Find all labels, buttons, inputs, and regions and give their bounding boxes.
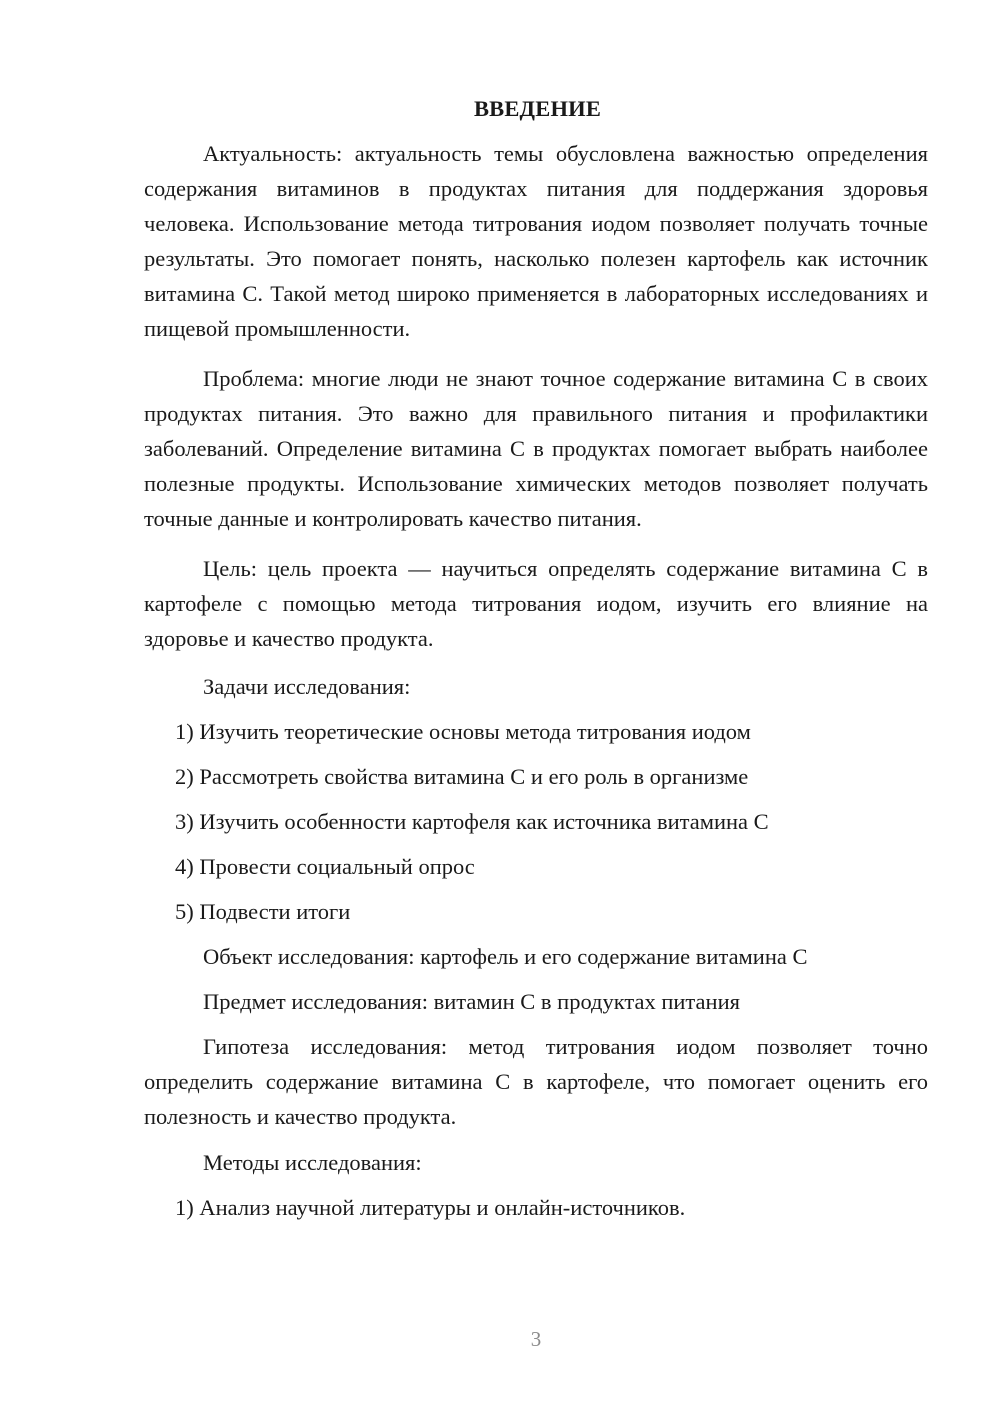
problem-paragraph: Проблема: многие люди не знают точное содержание витамина С в своих продуктах питания. Это важно для правильного питания и профилактики заболеваний. Определение витамина С в продуктах помогает выбрать наиболее полезные продукты. Использование химических методов позволяет получать точные данные и контролировать качество питания. — [144, 366, 928, 531]
research-object: Объект исследования: картофель и его содержание витамина С — [203, 944, 808, 969]
task-item-4: 4) Провести социальный опрос — [175, 854, 475, 879]
methods-heading: Методы исследования: — [203, 1150, 422, 1175]
page-number: 3 — [530, 1327, 542, 1351]
section-title: ВВЕДЕНИЕ — [473, 96, 602, 121]
tasks-heading: Задачи исследования: — [203, 674, 411, 699]
task-item-1: 1) Изучить теоретические основы метода титрования иодом — [175, 719, 751, 744]
task-item-3: 3) Изучить особенности картофеля как источника витамина С — [175, 809, 769, 834]
relevance-paragraph: Актуальность: актуальность темы обусловлена важностью определения содержания витаминов в продуктах питания для поддержания здоровья человека. Использование метода титрования иодом позволяет получать точные результаты. Это помогает понять, насколько полезен картофель как источник витамина С. Такой метод широко применяется в лабораторных исследованиях и пищевой промышленности. — [144, 141, 928, 341]
page-content — [144, 93, 928, 1235]
task-item-2: 2) Рассмотреть свойства витамина С и его роль в организме — [175, 764, 749, 789]
hypothesis-paragraph: Гипотеза исследования: метод титрования иодом позволяет точно определить содержание витамина С в картофеле, что помогает оценить его полезность и качество продукта. — [144, 1034, 928, 1129]
method-item-1: 1) Анализ научной литературы и онлайн-источников. — [175, 1195, 686, 1220]
goal-paragraph: Цель: цель проекта — научиться определять содержание витамина С в картофеле с помощью метода титрования иодом, изучить его влияние на здоровье и качество продукта. — [144, 556, 928, 651]
research-subject: Предмет исследования: витамин С в продуктах питания — [203, 989, 740, 1014]
task-item-5: 5) Подвести итоги — [175, 899, 351, 924]
